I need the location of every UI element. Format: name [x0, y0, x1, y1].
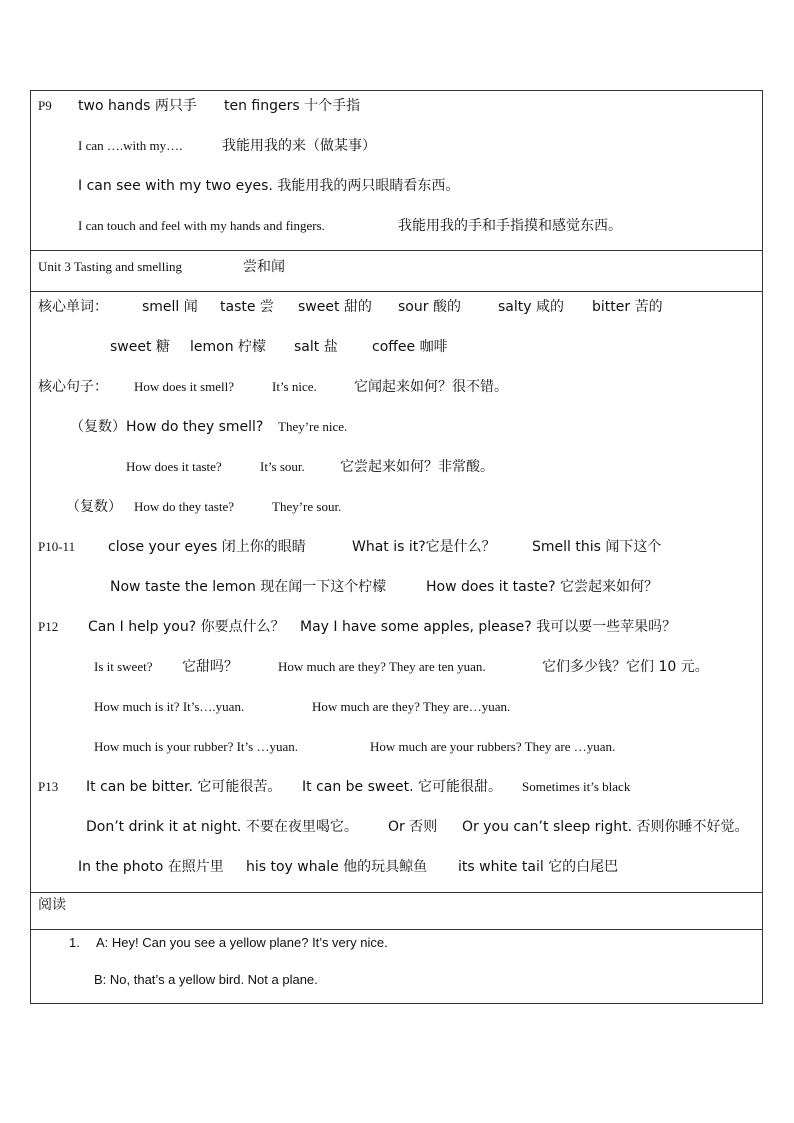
translation: 我能用我的来（做某事）	[222, 138, 376, 154]
label: 核心句子：	[38, 379, 108, 395]
page-ref: P10-11	[38, 539, 76, 554]
translation: 它闻起来如何？很不错。	[354, 379, 508, 395]
page-ref: P9	[38, 98, 52, 113]
word: taste 尝	[220, 299, 274, 315]
word: sour 酸的	[398, 299, 461, 315]
sentence: How much is it? It’s….yuan.	[94, 699, 245, 714]
unit-title-cn: 尝和闻	[243, 259, 285, 275]
word: lemon 柠檬	[190, 339, 267, 355]
phrase: Or you can’t sleep right. 否则你睡不好觉。	[462, 819, 749, 835]
label: 核心单词：	[38, 299, 108, 315]
phrase: What is it?它是什么？	[352, 539, 496, 555]
word: salty 咸的	[498, 299, 564, 315]
sentence: I can see with my two eyes. 我能用我的两只眼睛看东西。	[78, 178, 460, 194]
sentence: How does it taste?	[126, 459, 222, 474]
phrase: two hands 两只手	[78, 98, 197, 114]
row-divider	[31, 892, 762, 893]
phrase: his toy whale 他的玩具鲸鱼	[246, 859, 428, 875]
sentence: How do they taste?	[134, 499, 235, 514]
p9-line-3	[78, 177, 459, 195]
word: smell 闻	[142, 299, 198, 315]
phrase: its white tail 它的白尾巴	[458, 859, 619, 875]
page-ref: P12	[38, 619, 59, 634]
phrase: Can I help you? 你要点什么？	[88, 619, 285, 635]
sentence: （复数）How do they smell?	[70, 419, 264, 435]
word: bitter 苦的	[592, 299, 663, 315]
phrase: Or 否则	[388, 819, 438, 835]
word: coffee 咖啡	[372, 339, 448, 355]
translation: 它尝起来如何？非常酸。	[340, 459, 494, 475]
phrase: Smell this 闻下这个	[532, 539, 662, 555]
reading-title: 阅读	[38, 897, 66, 913]
phrase: It can be sweet. 它可能很甜。	[302, 779, 502, 795]
sentence: How much are they? They are…yuan.	[312, 699, 511, 714]
sentence: Is it sweet?	[94, 659, 153, 674]
phrase: Sometimes it’s black	[522, 779, 631, 794]
row-divider	[31, 929, 762, 930]
row-divider	[31, 250, 762, 251]
phrase: May I have some apples, please? 我可以要一些苹果吗？	[300, 619, 677, 635]
page-ref: P13	[38, 779, 59, 794]
translation: 我能用我的手和手指摸和感觉东西。	[398, 218, 622, 234]
sentence: How much are they? They are ten yuan.	[278, 659, 486, 674]
sentence: It’s nice.	[272, 379, 317, 394]
phrase: How does it taste? 它尝起来如何？	[426, 579, 658, 595]
phrase: Don’t drink it at night. 不要在夜里喝它。	[86, 819, 358, 835]
phrase: In the photo 在照片里	[78, 859, 224, 875]
label: （复数）	[66, 499, 122, 515]
sentence: How much are your rubbers? They are …yuan.	[370, 739, 616, 754]
row-divider	[31, 291, 762, 292]
word: sweet 甜的	[298, 299, 372, 315]
sentence: It’s sour.	[260, 459, 305, 474]
sentence: They’re sour.	[272, 499, 342, 514]
phrase: close your eyes 闭上你的眼睛	[108, 539, 306, 555]
sentence: How much is your rubber? It’s …yuan.	[94, 739, 298, 754]
unit-title: Unit 3 Tasting and smelling	[38, 259, 183, 274]
sentence: How does it smell?	[134, 379, 235, 394]
sentence: They’re nice.	[278, 419, 348, 434]
word: sweet 糖	[110, 339, 170, 355]
translation: 它甜吗？	[182, 659, 238, 675]
phrase: Now taste the lemon 现在闻一下这个柠檬	[110, 579, 387, 595]
reading-line-a: A: Hey! Can you see a yellow plane? It’s very nice.	[96, 935, 388, 950]
translation: 它们多少钱？它们 10 元。	[542, 659, 709, 675]
reading-item-number: 1.	[69, 935, 80, 950]
phrase: It can be bitter. 它可能很苦。	[86, 779, 282, 795]
reading-line-b: B: No, that’s a yellow bird. Not a plane.	[94, 972, 318, 987]
word: salt 盐	[294, 339, 338, 355]
sentence: I can ….with my….	[78, 138, 183, 153]
sentence: I can touch and feel with my hands and fingers.	[78, 218, 325, 233]
phrase: ten fingers 十个手指	[224, 98, 361, 114]
